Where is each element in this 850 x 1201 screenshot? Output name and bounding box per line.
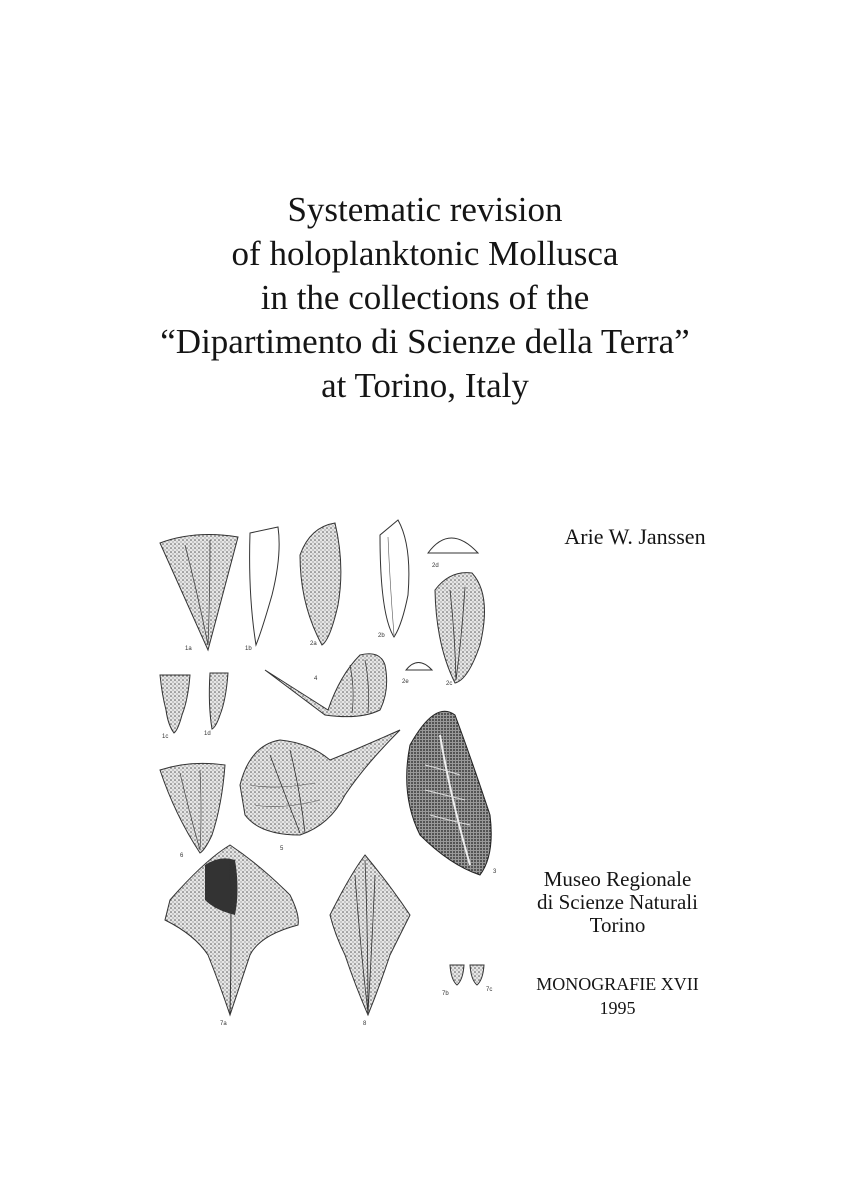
shell-8	[330, 855, 410, 1015]
fig-label-5: 5	[280, 846, 284, 852]
shell-6	[160, 763, 225, 853]
shell-2a	[300, 523, 341, 645]
publisher	[515, 868, 720, 937]
author-name: Arie W. Janssen	[564, 524, 706, 549]
fig-label-2c: 2c	[446, 681, 453, 687]
shell-3	[407, 711, 492, 875]
fig-label-8: 8	[363, 1021, 367, 1025]
book-title	[0, 188, 850, 408]
shell-7b	[450, 965, 464, 985]
series-name: MONOGRAFIE XVII	[536, 974, 699, 994]
fig-label-7a: 7a	[220, 1021, 227, 1025]
fig-label-1d: 1d	[204, 731, 211, 737]
fig-label-7c: 7c	[486, 987, 493, 993]
shell-1d	[209, 673, 228, 729]
fig-label-1b: 1b	[245, 646, 252, 652]
shell-2c	[435, 573, 485, 683]
shell-2b	[380, 520, 409, 637]
fig-label-1a: 1a	[185, 646, 192, 652]
shell-7c	[470, 965, 484, 985]
title-line-1: Systematic revision	[287, 190, 563, 229]
publisher-line-2: di Scienze Naturali	[537, 890, 698, 914]
publication-year: 1995	[599, 998, 636, 1018]
fig-label-2b: 2b	[378, 633, 385, 639]
fig-label-3: 3	[493, 869, 497, 875]
shell-1b	[250, 527, 280, 645]
title-line-3: in the collections of the	[260, 278, 590, 317]
publisher-line-3: Torino	[589, 913, 646, 937]
fig-label-6: 6	[180, 853, 184, 859]
title-line-4: “Dipartimento di Scienze della Terra”	[160, 322, 690, 361]
shell-1a	[160, 535, 238, 650]
fig-label-7b: 7b	[442, 991, 449, 997]
fossil-shells-illustration-icon	[150, 515, 510, 1025]
fig-label-2d: 2d	[432, 563, 439, 569]
title-line-2: of holoplanktonic Mollusca	[231, 234, 619, 273]
shell-5	[240, 730, 400, 835]
title-line-5: at Torino, Italy	[321, 366, 529, 405]
series-info	[515, 972, 720, 1020]
fig-label-4: 4	[314, 676, 318, 682]
publisher-line-1: Museo Regionale	[543, 867, 692, 891]
fig-label-2e: 2e	[402, 679, 409, 685]
shell-1c	[160, 675, 190, 733]
shell-2d	[428, 538, 478, 553]
fig-label-1c: 1c	[162, 734, 169, 740]
shell-2e	[406, 663, 432, 671]
fig-label-2a: 2a	[310, 641, 317, 647]
fossil-plate	[150, 515, 510, 1025]
